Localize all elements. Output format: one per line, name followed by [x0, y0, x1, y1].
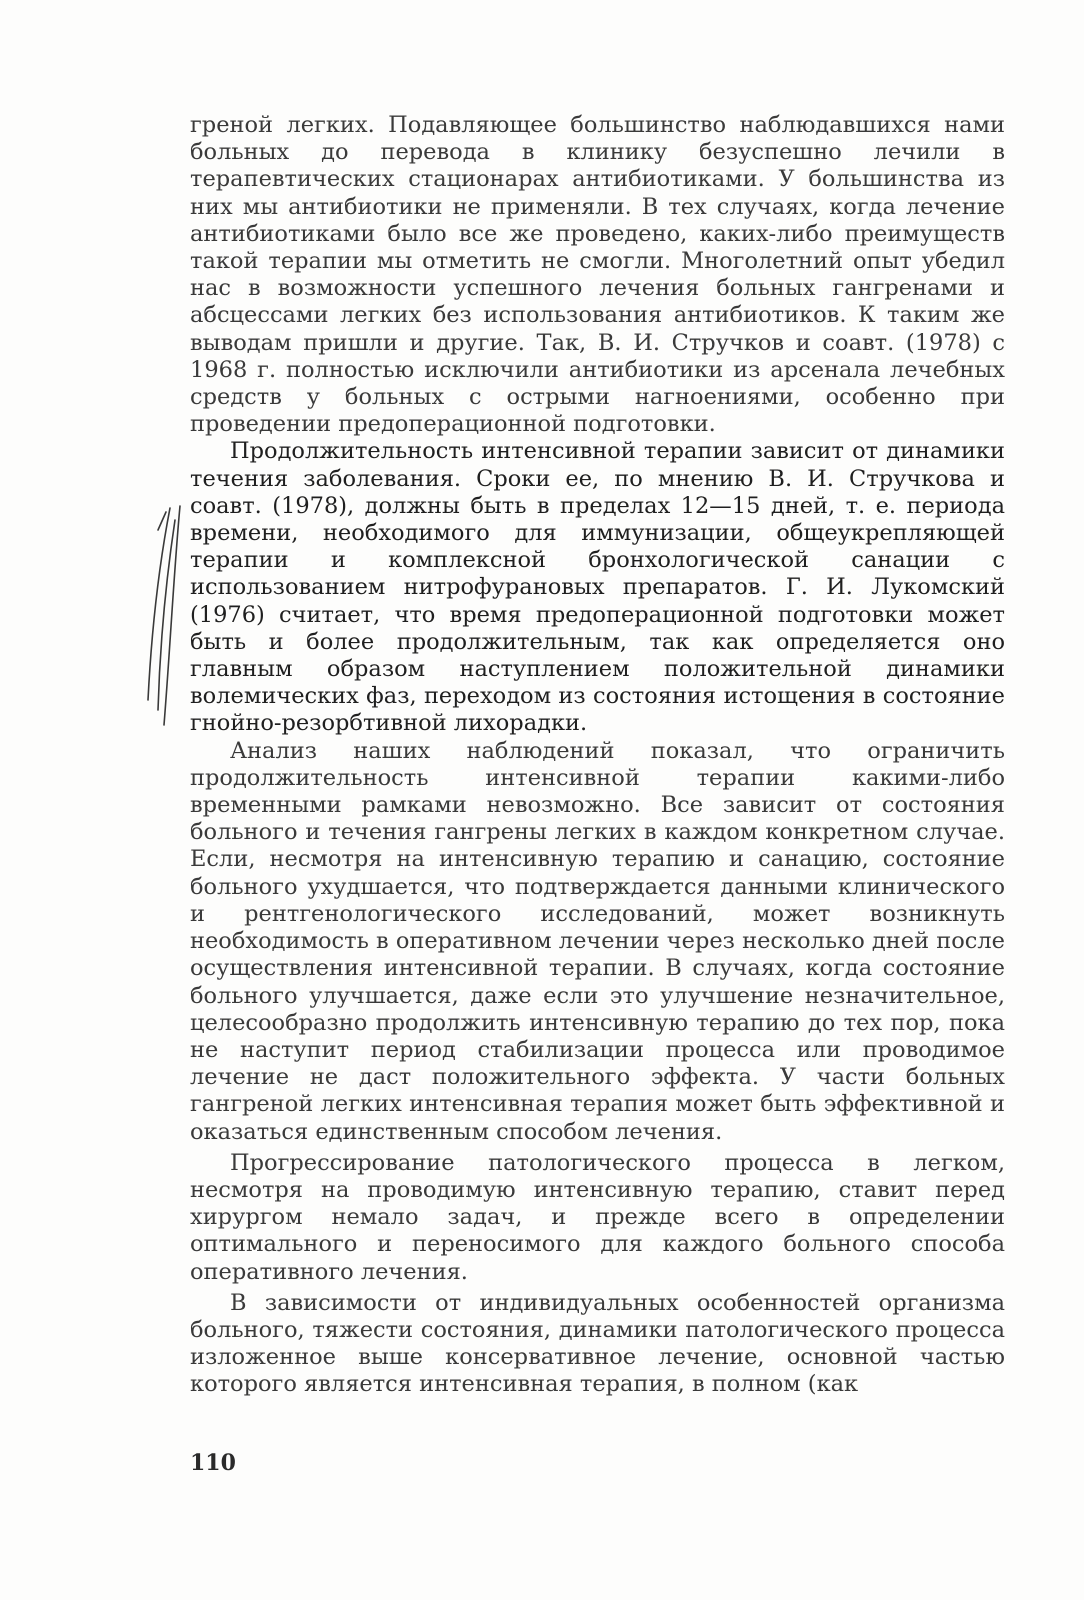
paragraph-5: В зависимости от индивидуальных особенностей организма больного, тяжести состояния, динамики патологического процесса изложенное выше консервативное лечение, основной частью которого является интенсивная терапия, в полном (как: [190, 1289, 1005, 1398]
paragraph-4: Прогрессирование патологического процесса в легком, несмотря на проводимую интенсивную терапию, ставит перед хирургом немало задач, и прежде всего в определении оптимального и переносимого для каждого больного способа оперативного лечения.: [190, 1149, 1005, 1285]
handwritten-margin-mark: [130, 500, 190, 730]
body-text: [190, 112, 1005, 1399]
paragraph-2: Продолжительность интенсивной терапии зависит от динамики течения заболевания. Сроки ее, по мнению В. И. Стручкова и соавт. (1978), должны быть в пределах 12—15 дней, т. е. периода времени, необходимого для иммунизации, общеукрепляющей терапии и комплексной бронхологической санации с использованием нитрофурановых препаратов. Г. И. Лукомский (1976) считает, что время предоперационной подготовки может быть и более продолжительным, так как определяется оно главным образом наступлением положительной динамики волемических фаз, переходом из состояния истощения в состояние гнойно-резорбтивной лихорадки.: [190, 438, 1005, 737]
paragraph-1: греной легких. Подавляющее большинство наблюдавшихся нами больных до перевода в клинику безуспешно лечили в терапевтических стационарах антибиотиками. У большинства из них мы антибиотики не применяли. В тех случаях, когда лечение антибиотиками было все же проведено, каких-либо преимуществ такой терапии мы отметить не смогли. Многолетний опыт убедил нас в возможности успешного лечения больных гангренами и абсцессами легких без использования антибиотиков. К таким же выводам пришли и другие. Так, В. И. Стручков и соавт. (1978) с 1968 г. полностью исключили антибиотики из арсенала лечебных средств у больных с острыми нагноениями, особенно при проведении предоперационной подготовки.: [190, 112, 1005, 438]
page-number: 110: [190, 1450, 236, 1476]
paragraph-3: Анализ наших наблюдений показал, что ограничить продолжительность интенсивной терапии какими-либо временными рамками невозможно. Все зависит от состояния больного и течения гангрены легких в каждом конкретном случае. Если, несмотря на интенсивную терапию и санацию, состояние больного ухудшается, что подтверждается данными клинического и рентгенологического исследований, может возникнуть необходимость в оперативном лечении через несколько дней после осуществления интенсивной терапии. В случаях, когда состояние больного улучшается, даже если это улучшение незначительное, целесообразно продолжить интенсивную терапию до тех пор, пока не наступит период стабилизации процесса или проводимое лечение не даст положительного эффекта. У части больных гангреной легких интенсивная терапия может быть эффективной и оказаться единственным способом лечения.: [190, 737, 1005, 1145]
